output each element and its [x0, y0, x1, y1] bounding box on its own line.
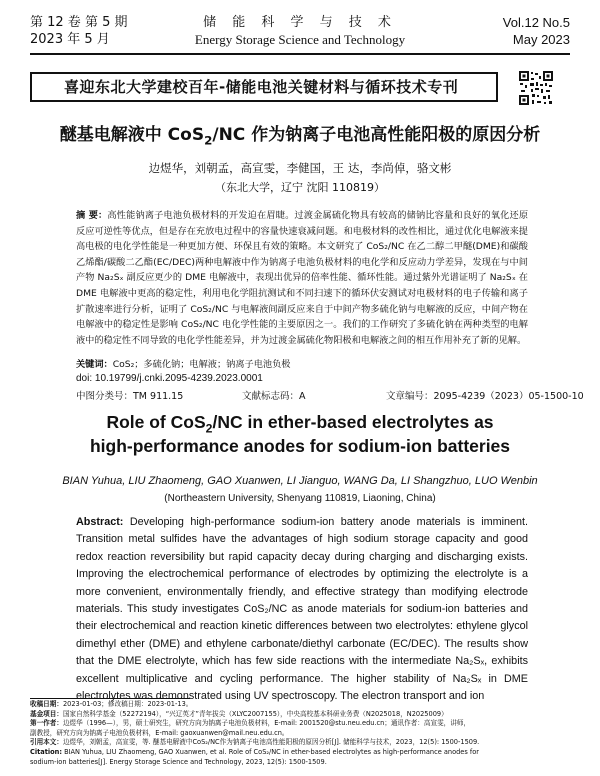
keywords-cn-text: CoS₂；多硫化钠；电解液；钠离子电池负极: [112, 359, 291, 370]
footnote-citation-cn: 引用本文：边煜华，刘朝孟，高宣雯，等. 醚基电解液中CoS₂/NC作为钠离子电池高性能阳极的原因分析[J]. 储能科学与技术，2023，12(5): 1500-1509.: [30, 738, 480, 747]
footnote-received: 收稿日期：2023-01-03；修改稿日期：2023-01-13。: [30, 700, 193, 708]
header-date-cn: 2023 年 5 月: [30, 32, 110, 47]
paper-title-cn: 醚基电解液中 CoS$_2$/NC 作为钠离子电池高性能阳极的原因分析: [59, 125, 541, 148]
footnotes: [30, 700, 575, 767]
abstract-cn-text: 高性能钠离子电池负极材料的开发迫在眉睫。过渡金属硫化物具有较高的储钠比容量和良好的氧化还原反应可逆性等优点，但是存在充放电过程中的容量快速衰减问题。和电极材料的改性相比，通过优化电解液来提高电极的电化学性能是一种更加方便、环保且有效的策略。本文研究了 CoS₂/NC 在乙二醇二甲醚(DME)和碳酸乙烯酯/碳酸二乙酯(EC/DEC)两种电解液中作为钠离子电池负极材料的电化学和反应动力学差异，发现在与中间产物 Na₂Sₓ 副反应更少的 DME 电解液中，表现出优异的倍率性能、循环性能。通过紫外光谱证明了 Na₂Sₓ 在 DME 电解液中更高的稳定性，利用电化学阻抗测试和不同扫速下的循环伏安测试对电极材料的电子传输和离子扩散速率进行分析，证明了 CoS₂/NC 与电解液间副反应来自于中间产物多硫化钠与电解液的反应，中间产物在电解液中的稳定性是影响 CoS₂/NC 电化学性能的主要原因之一。我们的工作研究了多硫化钠在两种类型的电解液中的稳定性不同导致的电化学性能差异，并为过渡金属硫化物阳极和电解液之间的相互作用补充了新的见解。: [76, 210, 529, 346]
abstract-en-label: Abstract:: [76, 516, 124, 528]
header-volume-en-text: Vol.12 No.5: [502, 15, 570, 30]
qr-code-icon: [518, 70, 554, 106]
header-volume-en: [503, 14, 570, 48]
footnote-citation-en: Citation: BIAN Yuhua, LIU Zhaomeng, GAO Xuanwen, et al. Role of CoS₂/NC in ether-based electrolytes as high-performance anodes for: [30, 747, 479, 756]
footnote-first-author: 第一作者：边煜华（1996—），男，硕士研究生，研究方向为钠离子电池负极材料，E-mail: 2001520@stu.neu.edu.cn；通讯作者：高宣雯，讲师，: [30, 719, 471, 728]
authors-cn: 边煜华，刘朝孟，高宣雯，李健国，王 达，李尚倬，骆文彬: [148, 161, 452, 175]
header-date-en: May 2023: [512, 32, 570, 47]
footnote-first-author-cont: 副教授，研究方向为钠离子电池负极材料，E-mail: gaoxuanwen@mail.neu.edu.cn。: [30, 728, 289, 737]
paper-title-en-line2: high-performance anodes for sodium-ion batteries: [89, 436, 511, 456]
abstract-cn: [76, 208, 528, 348]
footnote-divider: [30, 698, 190, 699]
header-divider: [30, 53, 570, 55]
special-issue-banner: 喜迎东北大学建校百年-储能电池关键材料与循环技术专刊: [30, 72, 498, 102]
journal-name-en: Energy Storage Science and Technology: [194, 32, 406, 47]
journal-name-cn: 储 能 科 学 与 技 术: [203, 15, 397, 30]
paper-title-en: [0, 410, 600, 458]
article-number: 文章编号：2095-4239（2023）05-1500-10: [386, 391, 584, 402]
clc-number: 中图分类号：TM 911.15: [76, 391, 184, 402]
paper-title-en-line1: Role of CoS$_2$/NC in ether-based electrolytes as: [106, 412, 494, 436]
keywords-cn-label: 关键词：: [76, 359, 113, 370]
footnote-funding: 基金项目：国家自然科学基金（52272194），“兴辽英才”青年拔尖（XLYC2007155），中央高校基本科研业务费（N2025018，N2025009）: [30, 709, 448, 718]
abstract-en: [76, 514, 528, 705]
authors-en: BIAN Yuhua, LIU Zhaomeng, GAO Xuanwen, LI Jianguo, WANG Da, LI Shangzhuo, LUO Wenbin: [62, 475, 538, 487]
affiliation-cn: （东北大学，辽宁 沈阳 110819）: [215, 181, 385, 194]
abstract-cn-label: 摘 要：: [76, 210, 108, 221]
header-volume-cn-text: 第 12 卷 第 5 期: [30, 15, 128, 30]
abstract-en-text: Developing high-performance sodium-ion battery anode materials is imminent. Transition metal sulfides have the advantages of high sodium storage capacity and good redox reaction reversibility but rapid capacity decay during charging and discharging exists. Improving the electrochemical performance of electrodes by optimizing the electrolyte is a more convenient, environmentally friendly, and effective strategy than modifying electrode materials. This study investigates CoS₂/NC as anode materials for sodium-ion batteries and their electrochemical and reaction kinetic differences between two electrolytes: ethylene glycol dimethyl ether (DME) and ethylene carbonate/diethyl carbonate (EC/DEC). The results show that the DME electrolyte, which has few side reactions with the intermediate Na₂Sₓ, exhibits excellent multiplicative and cycling performance. The higher stability of Na₂Sₓ in DME electrolytes was demonstrated using UV spectroscopy. The electron transport and ion: [76, 516, 529, 703]
affiliation-en: (Northeastern University, Shenyang 110819, Liaoning, China): [164, 493, 436, 504]
document-code: 文献标志码：A: [242, 391, 306, 402]
footnote-citation-en-cont: sodium-ion batteries[J]. Energy Storage Science and Technology, 2023, 12(5): 1500-1509.: [30, 757, 327, 766]
keywords-cn: [76, 357, 536, 372]
doi: doi: 10.19799/j.cnki.2095-4239.2023.0001: [76, 373, 263, 384]
